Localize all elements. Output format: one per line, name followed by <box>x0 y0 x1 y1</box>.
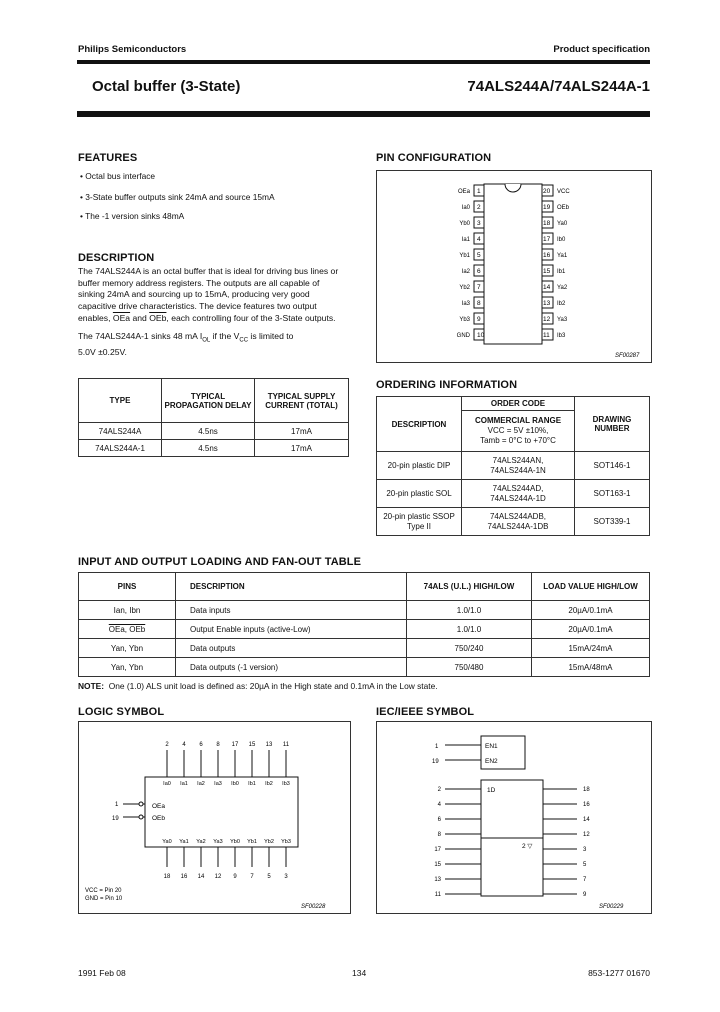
feature-item: • 3-State buffer outputs sink 24mA and source 15mA <box>80 192 275 202</box>
ordering-heading: ORDERING INFORMATION <box>376 379 518 391</box>
pin-number: 14 <box>543 284 551 291</box>
top-rule <box>77 60 650 64</box>
iec-output-pin: 12 <box>583 832 590 838</box>
pin-number: 17 <box>543 236 551 243</box>
pin-label: Ib0 <box>557 237 566 243</box>
svg-text:EN1: EN1 <box>485 743 498 750</box>
pin-label: Ia2 <box>461 269 470 275</box>
part-number: 74ALS244A/74ALS244A-1 <box>467 78 650 95</box>
pin-number: 19 <box>543 204 551 211</box>
pin-number: 18 <box>543 220 551 227</box>
input-label: Ib3 <box>282 781 290 787</box>
output-pin-number: 3 <box>284 874 288 880</box>
input-pin-number: 4 <box>182 742 186 748</box>
type-table: TYPE TYPICAL PROPAGATION DELAY TYPICAL SUPPLY CURRENT (TOTAL) 74ALS244A 4.5ns 17mA 74ALS244A-1 4.5ns 17mA <box>78 378 349 457</box>
output-pin-number: 9 <box>233 874 237 880</box>
pin-label: Yb0 <box>459 221 470 227</box>
pin-number: 8 <box>477 300 481 307</box>
table-row: Yan, Ybn Data outputs 750/240 15mA/24mA <box>79 639 650 658</box>
company-name: Philips Semiconductors <box>78 44 187 55</box>
pin-label: Ya0 <box>557 221 568 227</box>
pin-label: GND <box>456 333 470 339</box>
table-row: 74ALS244A-1 4.5ns 17mA <box>79 440 349 457</box>
input-label: Ia3 <box>214 781 222 787</box>
input-label: Ia0 <box>163 781 171 787</box>
iec-symbol-heading: IEC/IEEE SYMBOL <box>376 706 475 718</box>
ordering-table: DESCRIPTION ORDER CODE DRAWING NUMBER COMMERCIAL RANGE VCC = 5V ±10%, Tamb = 0°C to +70°C 20-pin plastic DIP 74ALS244AN, 74ALS244A-1N SOT146-1 20-pin plastic SOL 74ALS244AD, 74ALS244A-1D SOT163-1 20-pin plastic SSOP Type II 74ALS244ADB, 74ALS244A-1DB SOT339-1 <box>376 396 650 536</box>
ic-body <box>484 184 542 344</box>
description-text: The 74ALS244A is an octal buffer that is ideal for driving bus lines or buffer memory address registers. The outputs are all capable of sinking 24mA and sourcing up to 15mA, producing very good capacitive drive characteristics. The device features two output enables, $\overline{OEa}$ and $\overline{OEb}$, each controlling four of the 3-State outputs. The 74ALS244A-1 sinks 48 mA $I_{OL}$ if the $V_{CC}$ is limited to 5.0V ±0.25V. <box>78 266 339 357</box>
doc-type: Product specification <box>553 44 650 55</box>
pin-config-code: SF00287 <box>615 353 640 359</box>
svg-text:19: 19 <box>432 759 439 765</box>
fanout-note: NOTE: One (1.0) ALS unit load is defined as: 20µA in the High state and 0.1mA in the Low state. <box>78 681 438 691</box>
fanout-table: PINS DESCRIPTION 74ALS (U.L.) HIGH/LOW LOAD VALUE HIGH/LOW Ian, Ibn Data inputs 1.0/1.0 20µA/0.1mA OEa, OEb Output Enable inputs (active-Low) 1.0/1.0 20µA/0.1mA Yan, Ybn Data outputs 750/240 15mA/24mA Yan, Ybn Data outputs (-1 version) 750/480 15mA/48mA <box>78 572 650 677</box>
input-pin-number: 13 <box>265 742 273 748</box>
title-rule <box>77 111 650 117</box>
pin-number: 6 <box>477 268 481 275</box>
pin-label: Ia0 <box>461 205 470 211</box>
gnd-note: GND = Pin 10 <box>85 896 123 902</box>
pin-label: Ib2 <box>557 301 566 307</box>
svg-text:1: 1 <box>435 744 439 750</box>
iec-input-pin: 4 <box>437 802 441 808</box>
pin-number: 15 <box>543 268 551 275</box>
input-label: Ib0 <box>231 781 239 787</box>
output-label: Yb3 <box>281 839 291 845</box>
table-row: Ian, Ibn Data inputs 1.0/1.0 20µA/0.1mA <box>79 601 650 620</box>
pin-number: 13 <box>543 300 551 307</box>
input-pin-number: 8 <box>216 742 220 748</box>
svg-text:2 ▽: 2 ▽ <box>522 843 533 850</box>
pin-number: 20 <box>543 188 551 195</box>
table-row: 20-pin plastic SOL 74ALS244AD, 74ALS244A-1D SOT163-1 <box>377 480 650 508</box>
svg-text:1: 1 <box>115 802 119 808</box>
pin-config-box <box>376 170 652 363</box>
iec-input-pin: 13 <box>434 877 441 883</box>
pin-label: OEb <box>557 205 570 211</box>
footer-code: 853-1277 01670 <box>588 968 650 978</box>
logic-symbol-box <box>78 721 351 914</box>
input-pin-number: 2 <box>165 742 169 748</box>
iec-output-pin: 14 <box>583 817 590 823</box>
input-pin-number: 15 <box>248 742 256 748</box>
ic-notch <box>505 184 521 192</box>
input-label: Ia1 <box>180 781 188 787</box>
output-pin-number: 14 <box>197 874 205 880</box>
pin-number: 9 <box>477 316 481 323</box>
pin-label: Ia1 <box>461 237 470 243</box>
pin-label: Ib3 <box>557 333 566 339</box>
output-label: Yb2 <box>264 839 274 845</box>
description-heading: DESCRIPTION <box>78 252 155 264</box>
oe-b-label: OEb <box>152 815 166 822</box>
iec-input-pin: 8 <box>437 832 441 838</box>
feature-item: • Octal bus interface <box>80 171 156 181</box>
output-pin-number: 5 <box>267 874 271 880</box>
pin-number: 11 <box>543 332 550 339</box>
iec-output-pin: 18 <box>583 787 590 793</box>
pin-number: 5 <box>477 252 481 259</box>
pin-label: Ya3 <box>557 317 568 323</box>
pin-number: 12 <box>543 316 551 323</box>
iec-input-pin: 15 <box>434 862 441 868</box>
logic-code: SF00228 <box>301 904 326 910</box>
table-row: 20-pin plastic DIP 74ALS244AN, 74ALS244A-1N SOT146-1 <box>377 452 650 480</box>
iec-symbol-box <box>376 721 652 914</box>
iec-output-pin: 3 <box>583 847 587 853</box>
pin-label: Yb1 <box>459 253 470 259</box>
doc-title: Octal buffer (3-State) <box>92 78 241 95</box>
output-label: Ya3 <box>213 839 223 845</box>
pin-number: 7 <box>477 284 481 291</box>
logic-symbol-diagram <box>79 722 350 913</box>
pin-number: 16 <box>543 252 551 259</box>
pin-label: Yb3 <box>459 317 470 323</box>
iec-output-pin: 5 <box>583 862 587 868</box>
input-label: Ia2 <box>197 781 205 787</box>
pin-label: Ya2 <box>557 285 568 291</box>
table-row: 20-pin plastic SSOP Type II 74ALS244ADB, 74ALS244A-1DB SOT339-1 <box>377 508 650 536</box>
pin-config-diagram <box>377 171 651 362</box>
pin-number: 10 <box>477 332 485 339</box>
iec-input-pin: 6 <box>437 817 441 823</box>
iec-output-pin: 9 <box>583 892 587 898</box>
output-pin-number: 16 <box>180 874 188 880</box>
pin-label: OEa <box>457 189 470 195</box>
input-pin-number: 6 <box>199 742 203 748</box>
output-label: Yb1 <box>247 839 257 845</box>
footer-date: 1991 Feb 08 <box>78 968 126 978</box>
oe-a-label: OEa <box>152 803 166 810</box>
fanout-heading: INPUT AND OUTPUT LOADING AND FAN-OUT TABLE <box>78 556 362 568</box>
output-label: Yb0 <box>230 839 240 845</box>
svg-text:EN2: EN2 <box>485 758 498 765</box>
input-pin-number: 17 <box>231 742 239 748</box>
logic-symbol-heading: LOGIC SYMBOL <box>78 706 165 718</box>
pin-number: 4 <box>477 236 481 243</box>
iec-output-pin: 7 <box>583 877 587 883</box>
pin-label: Ib1 <box>557 269 566 275</box>
output-pin-number: 12 <box>214 874 222 880</box>
input-label: Ib2 <box>265 781 273 787</box>
output-pin-number: 7 <box>250 874 254 880</box>
pin-number: 1 <box>477 188 481 195</box>
svg-text:19: 19 <box>112 816 119 822</box>
output-label: Ya1 <box>179 839 189 845</box>
features-heading: FEATURES <box>78 152 138 164</box>
pin-label: Ia3 <box>461 301 470 307</box>
page-number: 134 <box>352 968 367 978</box>
table-row: OEa, OEb Output Enable inputs (active-Low) 1.0/1.0 20µA/0.1mA <box>79 620 650 639</box>
svg-text:1D: 1D <box>487 787 496 794</box>
logic-body <box>145 777 298 847</box>
output-pin-number: 18 <box>163 874 171 880</box>
output-label: Ya0 <box>162 839 172 845</box>
table-row: 74ALS244A 4.5ns 17mA <box>79 423 349 440</box>
iec-input-pin: 2 <box>437 787 441 793</box>
pin-label: Yb2 <box>459 285 470 291</box>
pin-number: 3 <box>477 220 481 227</box>
pin-label: VCC <box>557 189 570 195</box>
input-label: Ib1 <box>248 781 256 787</box>
vcc-note: VCC = Pin 20 <box>85 888 122 894</box>
input-pin-number: 11 <box>282 742 290 748</box>
iec-input-pin: 11 <box>434 892 441 898</box>
pin-number: 2 <box>477 204 481 211</box>
pin-config-heading: PIN CONFIGURATION <box>376 152 492 164</box>
iec-code: SF00229 <box>599 904 624 910</box>
iec-input-pin: 17 <box>434 847 441 853</box>
feature-item: • The -1 version sinks 48mA <box>80 211 185 221</box>
iec-output-pin: 16 <box>583 802 590 808</box>
table-row: Yan, Ybn Data outputs (-1 version) 750/480 15mA/48mA <box>79 658 650 677</box>
pin-label: Ya1 <box>557 253 568 259</box>
output-label: Ya2 <box>196 839 206 845</box>
iec-symbol-diagram <box>377 722 651 913</box>
